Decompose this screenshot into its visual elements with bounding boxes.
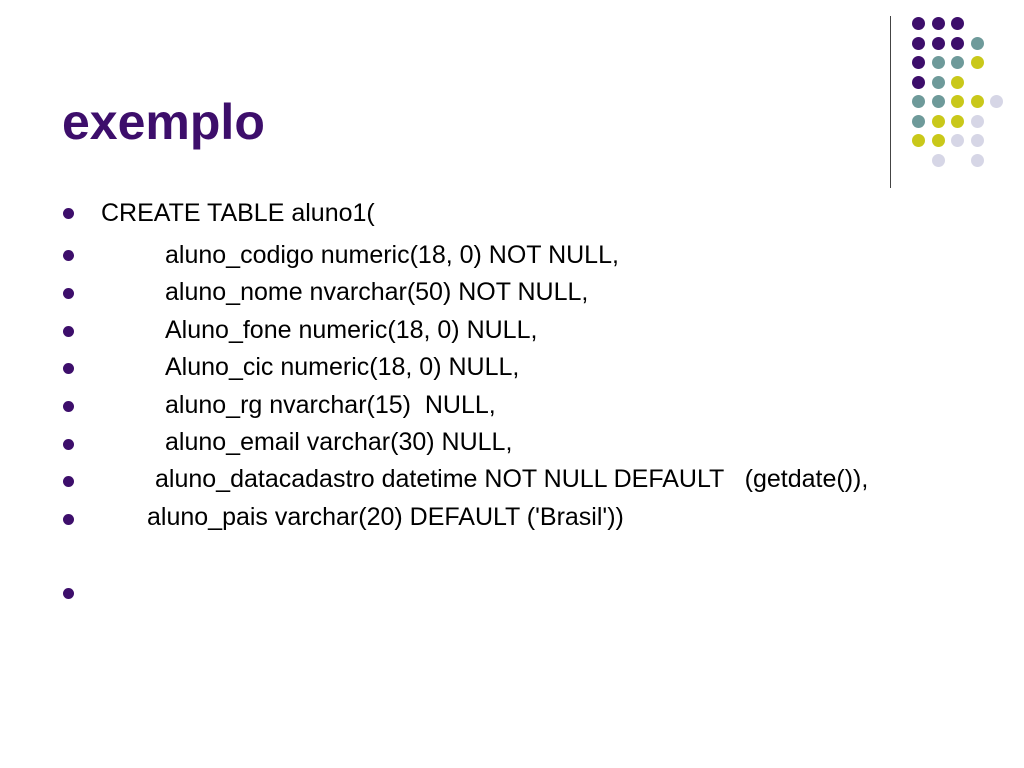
bullet-dot-icon: [63, 208, 74, 219]
bullet-dot-icon: [63, 326, 74, 337]
bullet-text: CREATE TABLE aluno1(: [101, 199, 375, 227]
bullet-dot-icon: [63, 476, 74, 487]
bullet-text: aluno_datacadastro datetime NOT NULL DEFAULT (getdate()),: [155, 465, 869, 493]
bullet-dot-icon: [63, 439, 74, 450]
bullet-text: aluno_pais varchar(20) DEFAULT ('Brasil')): [147, 503, 624, 531]
bullet-dot-icon: [63, 514, 74, 525]
bullet-text: aluno_email varchar(30) NULL,: [165, 428, 513, 456]
bullet-text: aluno_rg nvarchar(15) NULL,: [165, 391, 496, 419]
bullet-dot-icon: [63, 401, 74, 412]
bullet-text: Aluno_fone numeric(18, 0) NULL,: [165, 316, 538, 344]
bullet-dot-icon: [63, 363, 74, 374]
bullet-dot-icon: [63, 288, 74, 299]
bullet-text: Aluno_cic numeric(18, 0) NULL,: [165, 353, 520, 381]
bullet-dot-icon: [63, 588, 74, 599]
bullet-text: aluno_nome nvarchar(50) NOT NULL,: [165, 278, 589, 306]
slide-title: exemplo: [62, 94, 265, 150]
bullet-text: aluno_codigo numeric(18, 0) NOT NULL,: [165, 241, 619, 269]
bullet-dot-icon: [63, 250, 74, 261]
